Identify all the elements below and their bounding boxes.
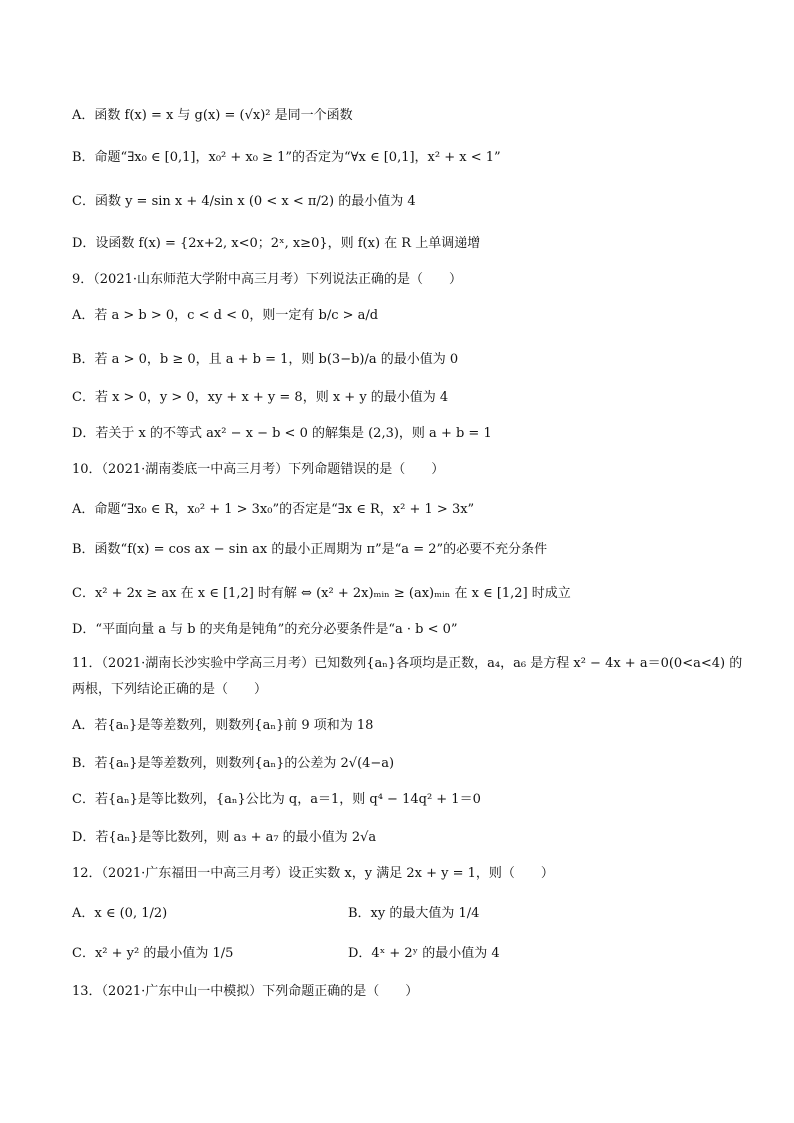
q11-option-c: C．若{aₙ}是等比数列，{aₙ}公比为 q，a＝1，则 q⁴ − 14q² + 1＝0 [72, 792, 481, 807]
q9-stem: 9．（2021·山东师范大学附中高三月考）下列说法正确的是（ ） [72, 272, 462, 287]
q12-option-d: D．4ˣ + 2ʸ 的最小值为 4 [348, 946, 500, 961]
q11-option-d: D．若{aₙ}是等比数列，则 a₃ + a₇ 的最小值为 2√a [72, 830, 377, 845]
q12-option-c: C．x² + y² 的最小值为 1/5 [72, 946, 234, 961]
q11-stem-line2: 两根，下列结论正确的是（ ） [72, 682, 268, 697]
q11-option-a: A．若{aₙ}是等差数列，则数列{aₙ}前 9 项和为 18 [72, 718, 374, 733]
q8-option-c: C．函数 y = sin x + 4/sin x (0 < x < π/2) 的最小值为 4 [72, 194, 416, 209]
q10-option-c: C．x² + 2x ≥ ax 在 x ∈ [1,2] 时有解 ⇔ (x² + 2x)ₘᵢₙ ≥ (ax)ₘᵢₙ 在 x ∈ [1,2] 时成立 [72, 586, 571, 601]
q11-stem-line1: 11．（2021·湖南长沙实验中学高三月考）已知数列{aₙ}各项均是正数，a₄，a₆ 是方程 x² − 4x + a＝0(0<a<4) 的 [72, 656, 743, 671]
q12-stem: 12．（2021·广东福田一中高三月考）设正实数 x，y 满足 2x + y = 1，则（ ） [72, 866, 554, 881]
q10-stem: 10．（2021·湖南娄底一中高三月考）下列命题错误的是（ ） [72, 462, 445, 477]
q8-option-b: B．命题“∃x₀ ∈ [0,1]，x₀² + x₀ ≥ 1”的否定为“∀x ∈ [0,1]，x² + x < 1” [72, 150, 501, 165]
q10-option-a: A．命题“∃x₀ ∈ R，x₀² + 1 > 3x₀”的否定是“∃x ∈ R，x² + 1 > 3x” [72, 502, 475, 517]
q9-option-a: A．若 a > b > 0，c < d < 0，则一定有 b/c > a/d [72, 308, 379, 323]
q12-option-b: B．xy 的最大值为 1/4 [348, 906, 480, 921]
q9-option-c: C．若 x > 0，y > 0，xy + x + y = 8，则 x + y 的最小值为 4 [72, 390, 449, 405]
q9-option-d: D．若关于 x 的不等式 ax² − x − b < 0 的解集是 (2,3)，则 a + b = 1 [72, 426, 492, 441]
q10-option-b: B．函数“f(x) = cos ax − sin ax 的最小正周期为 π”是“a = 2”的必要不充分条件 [72, 542, 548, 557]
q9-option-b: B．若 a > 0，b ≥ 0，且 a + b = 1，则 b(3−b)/a 的最小值为 0 [72, 352, 459, 367]
q13-stem: 13．（2021·广东中山一中模拟）下列命题正确的是（ ） [72, 984, 419, 999]
q10-option-d: D．“平面向量 a 与 b 的夹角是钝角”的充分必要条件是“a · b < 0” [72, 622, 458, 637]
q12-option-a: A．x ∈ (0, 1/2) [72, 906, 168, 921]
q11-option-b: B．若{aₙ}是等差数列，则数列{aₙ}的公差为 2√(4−a) [72, 756, 395, 771]
q8-option-a: A．函数 f(x) = x 与 g(x) = (√x)² 是同一个函数 [72, 108, 353, 123]
q8-option-d: D．设函数 f(x) = {2x+2, x<0；2ˣ, x≥0}，则 f(x) 在 R 上单调递增 [72, 236, 481, 251]
